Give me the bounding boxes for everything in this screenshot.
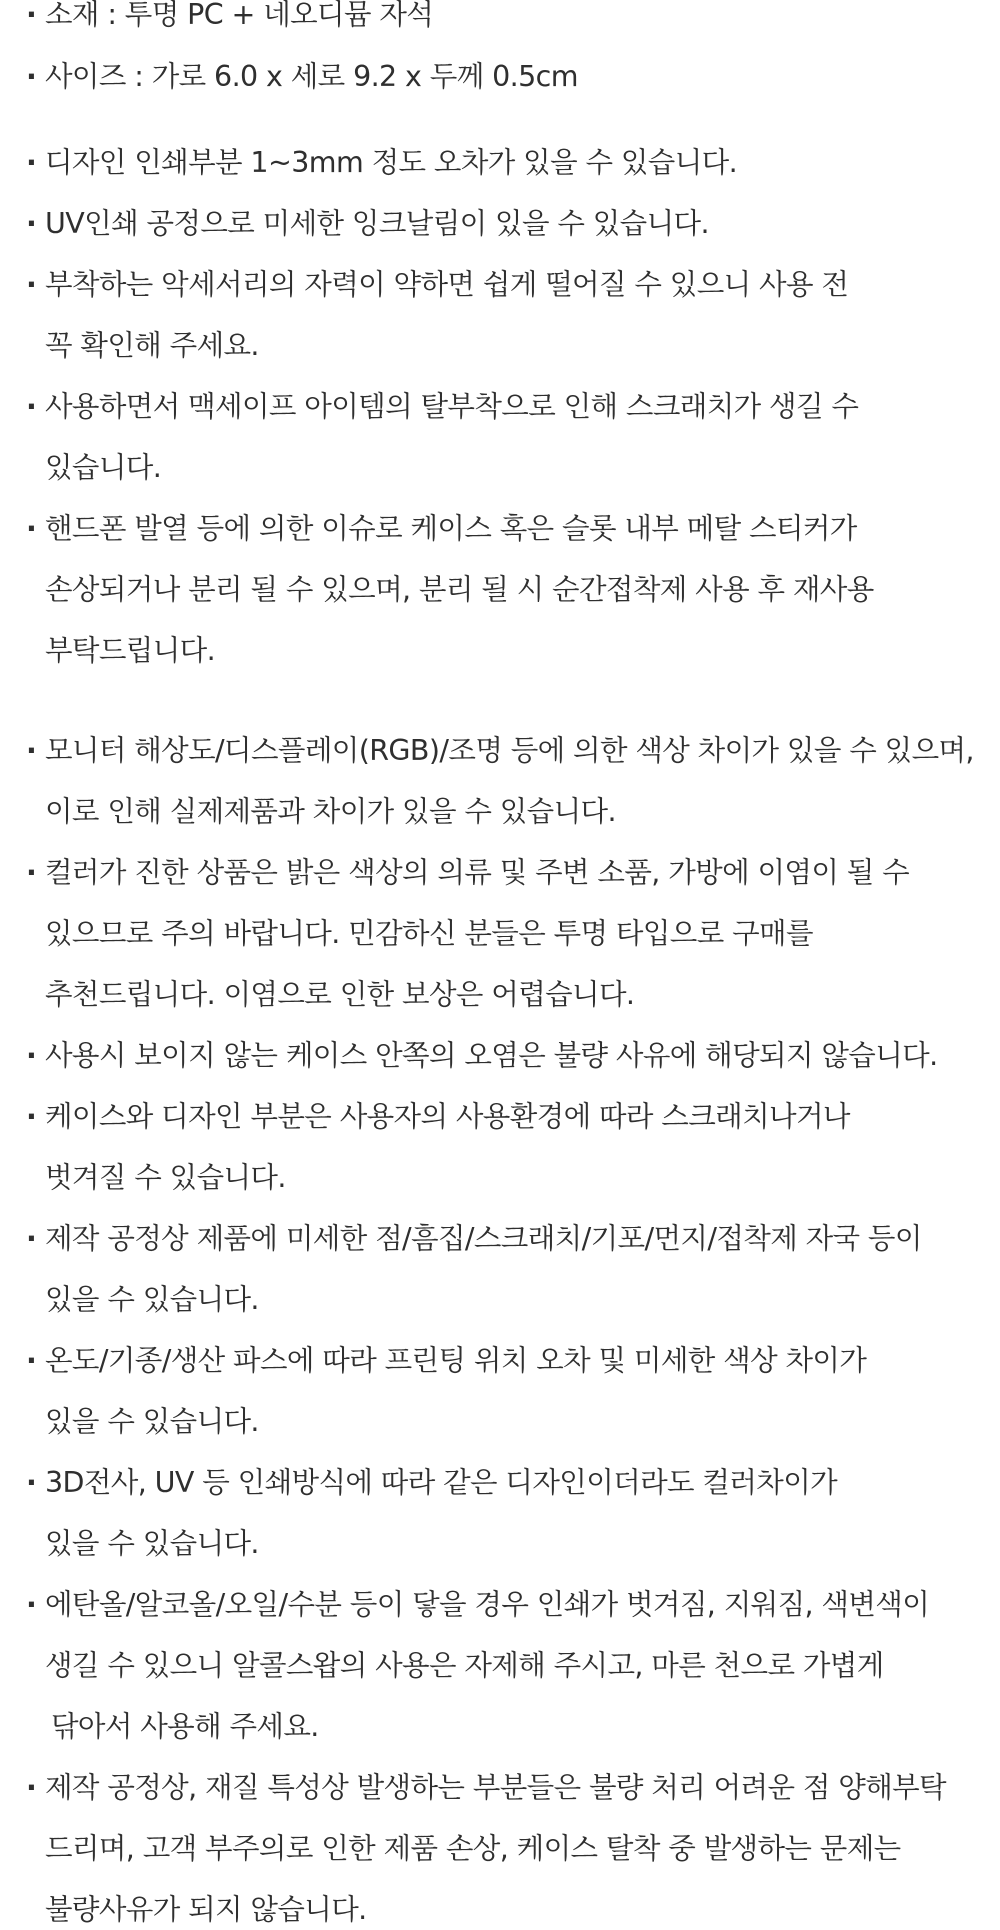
note-text-continued: 손상되거나 분리 될 수 있으며, 분리 될 시 순간접착제 사용 후 재사용	[45, 573, 874, 606]
bullet: ·	[26, 390, 37, 423]
note-text: 디자인 인쇄부분 1~3mm 정도 오차가 있을 수 있습니다.	[45, 146, 738, 179]
caution-item	[26, 1097, 850, 1137]
bullet: ·	[26, 60, 37, 93]
note-item	[26, 143, 737, 183]
bullet: ·	[26, 512, 37, 545]
caution-text-continued: 이로 인해 실제제품과 차이가 있을 수 있습니다.	[45, 795, 616, 828]
caution-text-continued: 있을 수 있습니다.	[45, 1405, 259, 1438]
caution-text-continued: 있으므로 주의 바랍니다. 민감하신 분들은 투명 타입으로 구매를	[45, 917, 813, 950]
caution-item	[26, 731, 974, 771]
bullet: ·	[26, 1222, 37, 1255]
spec-size-text: 사이즈 : 가로 6.0 x 세로 9.2 x 두께 0.5cm	[45, 60, 578, 93]
caution-text-continued: 벗겨질 수 있습니다.	[45, 1161, 286, 1194]
bullet: ·	[26, 856, 37, 889]
note-text: UV인쇄 공정으로 미세한 잉크날림이 있을 수 있습니다.	[45, 207, 709, 240]
bullet: ·	[26, 1588, 37, 1621]
caution-text: 컬러가 진한 상품은 밝은 색상의 의류 및 주변 소품, 가방에 이염이 될 수	[45, 856, 910, 889]
bullet: ·	[26, 268, 37, 301]
bullet: ·	[26, 146, 37, 179]
bullet: ·	[26, 0, 37, 31]
bullet: ·	[26, 1100, 37, 1133]
caution-text: 제작 공정상, 재질 특성상 발생하는 부분들은 불량 처리 어려운 점 양해부탁	[45, 1771, 946, 1804]
spec-size	[26, 57, 578, 97]
caution-text: 제작 공정상 제품에 미세한 점/흠집/스크래치/기포/먼지/접착제 자국 등이	[45, 1222, 922, 1255]
note-item	[26, 265, 848, 305]
caution-text-continued: 닦아서 사용해 주세요.	[51, 1710, 319, 1743]
bullet: ·	[26, 1466, 37, 1499]
note-text-continued: 꼭 확인해 주세요.	[45, 329, 259, 362]
bullet: ·	[26, 1771, 37, 1804]
caution-item	[26, 1036, 938, 1076]
caution-text-continued: 추천드립니다. 이염으로 인한 보상은 어렵습니다.	[45, 978, 635, 1011]
caution-text: 모니터 해상도/디스플레이(RGB)/조명 등에 의한 색상 차이가 있을 수 있으며,	[45, 734, 974, 767]
note-text: 부착하는 악세서리의 자력이 약하면 쉽게 떨어질 수 있으니 사용 전	[45, 268, 849, 301]
caution-text-continued: 있을 수 있습니다.	[45, 1527, 259, 1560]
caution-item	[26, 1219, 922, 1259]
note-text-continued: 부탁드립니다.	[45, 634, 216, 667]
bullet: ·	[26, 1039, 37, 1072]
caution-item	[26, 853, 909, 893]
bullet: ·	[26, 734, 37, 767]
caution-text: 온도/기종/생산 파스에 따라 프린팅 위치 오차 및 미세한 색상 차이가	[45, 1344, 867, 1377]
note-item	[26, 387, 858, 427]
caution-text-continued: 생길 수 있으니 알콜스왑의 사용은 자제해 주시고, 마른 천으로 가볍게	[45, 1649, 884, 1682]
note-text: 핸드폰 발열 등에 의한 이슈로 케이스 혹은 슬롯 내부 메탈 스티커가	[45, 512, 857, 545]
note-text-continued: 있습니다.	[45, 451, 162, 484]
caution-item	[26, 1585, 929, 1625]
spec-material-text: 소재 : 투명 PC + 네오디뮴 자석	[45, 0, 434, 31]
bullet: ·	[26, 1344, 37, 1377]
caution-text-continued: 있을 수 있습니다.	[45, 1283, 259, 1316]
note-item	[26, 204, 709, 244]
caution-text: 케이스와 디자인 부분은 사용자의 사용환경에 따라 스크래치나거나	[45, 1100, 850, 1133]
note-item	[26, 509, 857, 549]
caution-item	[26, 1768, 946, 1808]
caution-item	[26, 1341, 866, 1381]
note-text: 사용하면서 맥세이프 아이템의 탈부착으로 인해 스크래치가 생길 수	[45, 390, 859, 423]
bullet: ·	[26, 207, 37, 240]
caution-text: 3D전사, UV 등 인쇄방식에 따라 같은 디자인이더라도 컬러차이가	[45, 1466, 838, 1499]
caution-text: 사용시 보이지 않는 케이스 안쪽의 오염은 불량 사유에 해당되지 않습니다.	[45, 1039, 938, 1072]
caution-text-continued: 불량사유가 되지 않습니다.	[45, 1893, 367, 1926]
caution-item	[26, 1463, 837, 1503]
spec-material	[26, 0, 433, 35]
caution-text: 에탄올/알코올/오일/수분 등이 닿을 경우 인쇄가 벗겨짐, 지워짐, 색변색이	[45, 1588, 930, 1621]
caution-text-continued: 드리며, 고객 부주의로 인한 제품 손상, 케이스 탈착 중 발생하는 문제는	[45, 1832, 901, 1865]
